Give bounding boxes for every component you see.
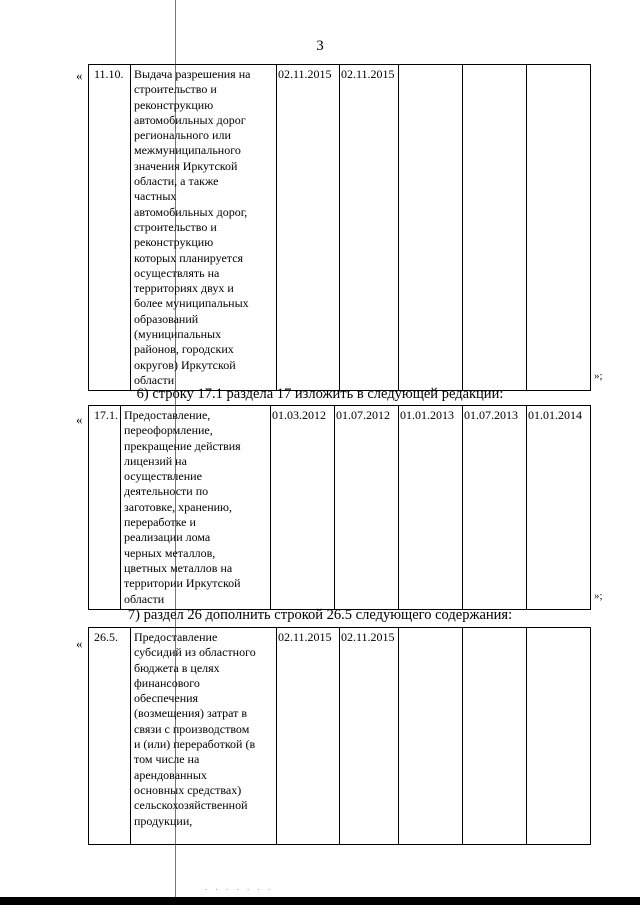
row-number: 26.5.: [89, 628, 131, 845]
row-description: Выдача разрешения на строительство и реконструкцию автомобильных дорог регионального или межмуниципального значения Иркутской области, а также частных автомобильных дорог, строительство и реконструкцию которых планируется осуществлять на территориях двух и более муниципальных образований (муниципальных районов, городских округов) Иркутской области: [131, 65, 277, 391]
date-cell-3: [399, 628, 463, 845]
instruction-6: 6) строку 17.1 раздела 17 изложить в следующей редакции:: [136, 386, 504, 402]
table-row-26-5: [88, 627, 591, 845]
open-quote-3: «: [76, 636, 83, 651]
scan-noise: . . . . . . .: [205, 882, 274, 892]
date-cell-3: 01.01.2013: [399, 406, 463, 610]
row-number: 17.1.: [89, 406, 121, 610]
date-cell-4: [463, 65, 527, 391]
date-cell-1: 02.11.2015: [277, 65, 340, 391]
date-cell-2: 01.07.2012: [335, 406, 399, 610]
date-cell-2: 02.11.2015: [340, 628, 399, 845]
scan-bottom-edge: [0, 897, 640, 905]
row-number: 11.10.: [89, 65, 131, 391]
date-cell-1: 01.03.2012: [271, 406, 335, 610]
date-cell-4: [463, 628, 527, 845]
close-quote-1: »;: [594, 370, 603, 382]
instruction-7: 7) раздел 26 дополнить строкой 26.5 следующего содержания:: [127, 607, 513, 623]
page-number: 3: [316, 38, 324, 54]
date-cell-5: [527, 628, 591, 845]
date-cell-2: 02.11.2015: [340, 65, 399, 391]
date-cell-5: [527, 65, 591, 391]
row-description: Предоставление, переоформление, прекращение действия лицензий на осуществление деятельности по заготовке, хранению, переработке и реализации лома черных металлов, цветных металлов на территории Иркутской области: [121, 406, 271, 610]
table-row-11-10: [88, 64, 591, 391]
close-quote-2: »;: [594, 590, 603, 602]
open-quote-2: «: [76, 412, 83, 427]
table-row-17-1: [88, 405, 591, 610]
open-quote-1: «: [76, 68, 83, 83]
date-cell-4: 01.07.2013: [463, 406, 527, 610]
row-description: Предоставление субсидий из областного бюджета в целях финансового обеспечения (возмещения) затрат в связи с производством и (или) переработкой (в том числе на арендованных основных средствах) сельскохозяйственной продукции,: [131, 628, 277, 845]
date-cell-5: 01.01.2014: [527, 406, 591, 610]
date-cell-1: 02.11.2015: [277, 628, 340, 845]
date-cell-3: [399, 65, 463, 391]
